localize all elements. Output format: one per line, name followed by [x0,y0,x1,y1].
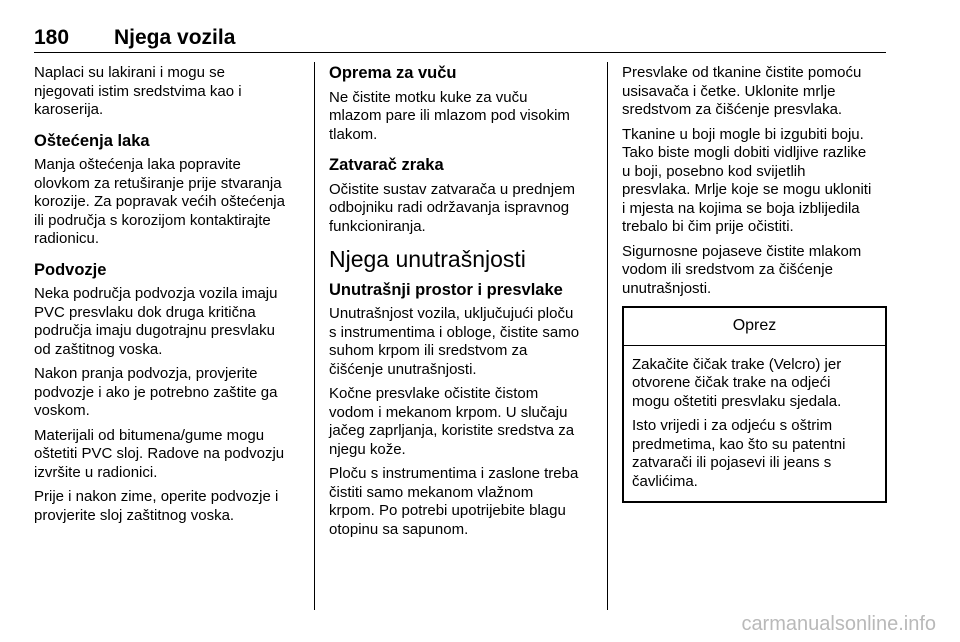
watermark: carmanualsonline.info [741,613,936,635]
column-left [34,64,299,531]
interior-paragraph-1: Unutrašnjost vozila, uključujući ploču s instrumentima i obloge, čistite samo suhom krpom ili sredstvom za čišćenje unutrašnjosti. [329,305,580,378]
caution-paragraph-1: Zakačite čičak trake (Velcro) jer otvorene čičak trake na odjeći mogu oštetiti presvlaku sjedala. [632,355,842,410]
underbody-paragraph-3: Materijali od bitumena/gume mogu oštetiti PVC sloj. Radove na podvozju izvršite u radionici. [34,426,285,481]
column-divider [607,62,608,610]
column-divider [314,62,315,610]
color-paragraph: Tkanine u boji mogle bi izgubiti boju. Tako biste mogli dobiti vidljive razlike u boji, posebno kod svijetlih presvlaka. Mrlje koje se mogu ukloniti i mjesta na kojima se boja izblijedila trebalo bi čim prije očistiti. [622,125,872,235]
column-middle [329,64,594,545]
interior-paragraph-3: Ploču s instrumentima i zaslone treba čistiti samo mekanom vlažnom krpom. Po potrebi upotrijebite blagu otopinu sa sapunom. [329,465,579,538]
underbody-paragraph-4: Prije i nakon zime, operite podvozje i provjerite sloj zaštitnog voska. [34,488,279,524]
caution-paragraph-2: Isto vrijedi i za odjeću s oštrim predmetima, kao što su patentni zatvarači ili pojasevi ili jeans s čavlićima. [632,417,846,490]
column-right [622,64,887,503]
paint-paragraph: Manja oštećenja laka popravite olovkom za retuširanje prije stvaranja korozije. Za popravak većih oštećenja ili područja s korozijom kontaktirajte radionicu. [34,156,285,247]
underbody-paragraph-1: Neka područja podvozja vozila imaju PVC presvlaku dok druga kritična područja imaju dugotrajnu presvlaku od zaštitnog voska. [34,285,278,358]
heading-air-shutter: Zatvarač zraka [329,156,444,174]
heading-towing: Oprema za vuču [329,64,457,82]
heading-interior-upholstery: Unutrašnji prostor i presvlake [329,280,563,299]
heading-interior-care: Njega unutrašnjosti [329,246,526,272]
towing-paragraph: Ne čistite motku kuke za vuču mlazom pare ili mlazom pod visokim tlakom. [329,88,570,143]
page-number: 180 [34,26,70,49]
page-header [34,26,886,53]
interior-paragraph-2: Kočne presvlake očistite čistom vodom i mekanom krpom. U slučaju jačeg zaprljanja, koristite sredstva za njegu kože. [329,385,575,458]
caution-heading: Oprez [624,308,885,346]
intro-paragraph: Naplaci su lakirani i mogu se njegovati istim sredstvima kao i karoserija. [34,64,242,118]
air-shutter-paragraph: Očistite sustav zatvarača u prednjem odbojniku radi održavanja ispravnog funkcioniranja. [329,180,575,235]
underbody-paragraph-2: Nakon pranja podvozja, provjerite podvozje i ako je potrebno zaštite ga voskom. [34,365,278,419]
fabric-paragraph: Presvlake od tkanine čistite pomoću usisavača i četke. Uklonite mrlje sredstvom za čišćenje presvlaka. [622,64,862,118]
caution-body [624,346,885,502]
seatbelt-paragraph: Sigurnosne pojaseve čistite mlakom vodom ili sredstvom za čišćenje unutrašnjosti. [622,242,862,297]
page-title: Njega vozila [114,26,236,49]
heading-underbody: Podvozje [34,260,107,279]
heading-paint-damage: Oštećenja laka [34,131,150,150]
caution-box [622,306,887,503]
